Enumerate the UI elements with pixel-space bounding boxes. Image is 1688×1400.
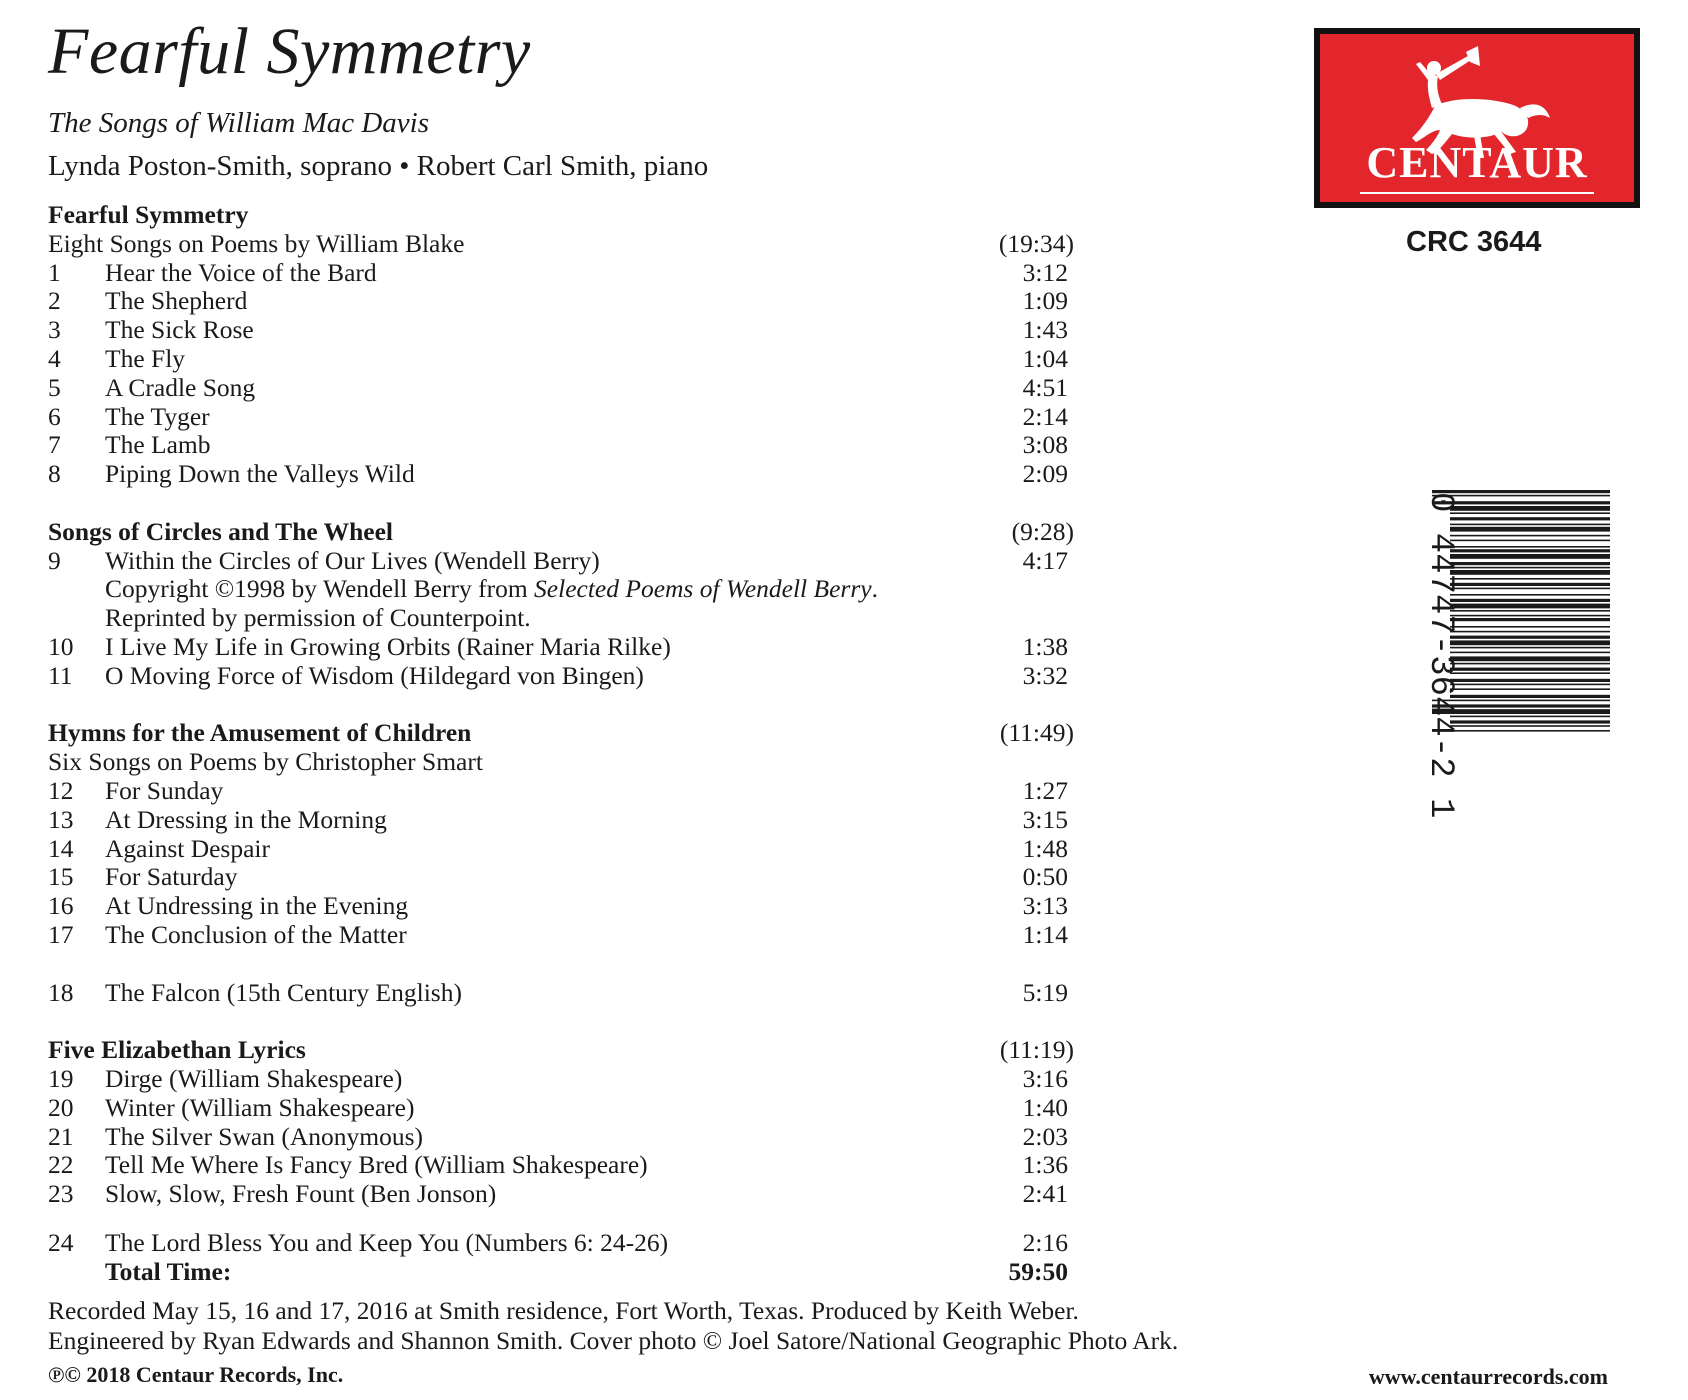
track-time: 2:41 [1022,1179,1068,1209]
track-row [48,835,1108,864]
barcode-bar [1450,506,1610,511]
track-number: 19 [48,1063,74,1093]
copyright-note [48,575,1108,604]
track-row [48,892,1108,921]
section-header [48,201,1108,230]
section-subtitle: Eight Songs on Poems by William Blake [48,228,465,258]
album-title: Fearful Symmetry [48,15,531,88]
barcode-bar [1450,652,1610,654]
track-number: 10 [48,631,74,661]
barcode-bar [1450,610,1610,612]
logo-wordmark: CENTAUR [1366,138,1588,187]
track-row [48,1123,1108,1152]
section-duration: (11:19) [999,1035,1074,1065]
track-number: 16 [48,891,74,921]
track-row [48,460,1108,489]
track-row [48,979,1108,1008]
barcode-bar [1450,684,1610,686]
track-number: 24 [48,1227,74,1257]
section-subtitle: Six Songs on Poems by Christopher Smart [48,747,483,777]
section-title: Hymns for the Amusement of Children [48,718,472,748]
permission-note [48,604,1108,633]
track-time: 1:38 [1022,631,1068,661]
barcode-bar [1450,672,1610,674]
track-time: 2:16 [1022,1227,1068,1257]
track-time: 1:43 [1022,315,1068,345]
barcode-bar [1450,578,1610,580]
track-row [48,921,1108,950]
section-duration: (9:28) [1011,516,1074,546]
barcode-bar [1450,615,1610,617]
track-title: The Falcon (15th Century English) [105,977,462,1007]
track-time: 4:51 [1022,372,1068,402]
track-time: 3:08 [1022,430,1068,460]
track-row [48,547,1108,576]
credits-line: Recorded May 15, 16 and 17, 2016 at Smith residence, Fort Worth, Texas. Produced by Keith Weber. [48,1296,1079,1325]
barcode-bar [1450,647,1610,649]
track-row [48,806,1108,835]
track-title: The Tyger [105,401,210,431]
section-title: Songs of Circles and The Wheel [48,516,394,546]
barcode-bar [1450,594,1610,596]
section-title: Five Elizabethan Lyrics [48,1035,306,1065]
track-row [48,431,1108,460]
track-title: Hear the Voice of the Bard [105,257,377,287]
track-number: 7 [48,430,61,460]
track-number: 20 [48,1092,74,1122]
track-title: I Live My Life in Growing Orbits (Rainer Maria Rilke) [105,631,671,661]
section-subheader [48,230,1108,259]
track-number: 5 [48,372,61,402]
barcode-bar [1450,517,1610,520]
barcode-bar [1450,631,1610,633]
track-number: 17 [48,919,74,949]
album-subtitle: The Songs of William Mac Davis [48,107,430,139]
track-row [48,287,1108,316]
permission-note-text: Reprinted by permission of Counterpoint. [105,603,531,633]
credits-line: Engineered by Ryan Edwards and Shannon Smith. Cover photo © Joel Satore/National Geographic Photo Ark. [48,1325,1179,1355]
centaur-logo [1314,28,1640,208]
track-row [48,777,1108,806]
track-number: 13 [48,804,74,834]
track-time: 1:14 [1022,919,1068,949]
barcode-bar [1450,599,1610,602]
track-title: O Moving Force of Wisdom (Hildegard von Bingen) [105,660,644,690]
barcode-bar [1450,626,1610,628]
barcode-bar [1450,524,1610,526]
track-number: 15 [48,862,74,892]
track-row [48,863,1108,892]
copyright-note-text: Copyright ©1998 by Wendell Berry from [105,574,535,604]
total-time-row [48,1258,1108,1287]
track-row [48,662,1108,691]
track-title: The Lord Bless You and Keep You (Numbers 6: 24-26) [105,1227,669,1257]
track-row [48,633,1108,662]
track-number: 12 [48,775,74,805]
track-time: 1:04 [1022,343,1068,373]
track-row [48,345,1108,374]
track-row [48,1180,1108,1209]
track-row [48,403,1108,432]
track-title: The Fly [105,343,186,373]
barcode-bar [1450,656,1610,661]
barcode-bar [1450,562,1610,565]
barcode-digits: 0 44747-3644-2 1 [1421,492,1459,819]
track-title: The Conclusion of the Matter [105,919,407,949]
track-title: The Lamb [105,430,211,460]
section-duration: (19:34) [998,228,1074,258]
website-url: www.centaurrecords.com [1368,1364,1608,1389]
barcode-bar [1450,570,1610,575]
barcode-bar [1450,618,1610,621]
track-time: 1:36 [1022,1150,1068,1180]
track-number: 3 [48,315,61,345]
section-title: Fearful Symmetry [48,200,249,229]
copyright-note-end: . [871,574,878,604]
book-title: Selected Poems of Wendell Berry [534,574,872,604]
track-number: 23 [48,1179,74,1209]
recording-credits [48,1296,1178,1355]
barcode-bar [1450,636,1610,639]
track-title: Against Despair [105,833,271,863]
barcode-bar [1450,725,1610,727]
track-number: 4 [48,343,61,373]
barcode-bar [1450,679,1610,682]
barcode-bar [1450,668,1610,671]
track-number: 22 [48,1150,74,1180]
barcode-bar [1450,640,1610,645]
track-row [48,1094,1108,1123]
track-time: 3:12 [1022,257,1068,287]
track-time: 4:17 [1022,545,1068,575]
track-row [48,259,1108,288]
track-time: 1:27 [1022,775,1068,805]
total-time-label: Total Time: [105,1256,232,1286]
track-time: 3:16 [1022,1063,1068,1093]
track-time: 1:48 [1022,833,1068,863]
barcode-bar [1450,716,1610,718]
track-time: 3:15 [1022,804,1068,834]
total-time-value: 59:50 [1008,1256,1068,1286]
track-list [48,201,1108,1286]
barcode-bar [1450,604,1610,609]
catalog-number: CRC 3644 [1406,226,1542,258]
track-title: The Shepherd [105,286,248,316]
barcode-bar [1450,546,1610,548]
track-number: 2 [48,286,61,316]
track-title: For Sunday [105,775,224,805]
track-title: Within the Circles of Our Lives (Wendell Berry) [105,545,600,575]
barcode-bar [1450,554,1610,559]
barcode-bar [1450,663,1610,665]
track-title: Slow, Slow, Fresh Fount (Ben Jonson) [105,1179,497,1209]
barcode-bar [1450,535,1610,537]
barcode-bar [1450,540,1610,542]
track-number: 18 [48,977,74,1007]
track-number: 9 [48,545,61,575]
barcode [1420,490,1620,930]
performers: Lynda Poston-Smith, soprano • Robert Carl Smith, piano [48,150,709,182]
track-title: A Cradle Song [105,372,256,402]
track-title: Piping Down the Valleys Wild [105,459,415,489]
track-row [48,316,1108,345]
section-header [48,518,1108,547]
barcode-bar [1450,583,1610,586]
track-number: 6 [48,401,61,431]
track-title: The Silver Swan (Anonymous) [105,1121,424,1151]
section-header [48,1036,1108,1065]
copyright-notice: ℗© 2018 Centaur Records, Inc. [48,1362,344,1387]
track-title: Dirge (William Shakespeare) [105,1063,403,1093]
barcode-bar [1450,567,1610,569]
track-number: 14 [48,833,74,863]
track-time: 5:19 [1022,977,1068,1007]
barcode-bar [1450,549,1610,552]
track-time: 2:09 [1022,459,1068,489]
section-duration: (11:49) [999,718,1074,748]
track-title: The Sick Rose [105,315,254,345]
track-number: 8 [48,459,61,489]
track-number: 1 [48,257,61,287]
track-number: 21 [48,1121,74,1151]
track-title: At Undressing in the Evening [105,891,409,921]
track-title: Winter (William Shakespeare) [105,1092,415,1122]
track-title: Tell Me Where Is Fancy Bred (William Shakespeare) [105,1150,648,1180]
track-time: 1:09 [1022,286,1068,316]
barcode-bar [1450,730,1610,732]
barcode-bar [1450,695,1610,698]
track-time: 2:14 [1022,401,1068,431]
track-time: 3:32 [1022,660,1068,690]
track-time: 2:03 [1022,1121,1068,1151]
track-row [48,1151,1108,1180]
barcode-bar [1450,588,1610,590]
track-row [48,1065,1108,1094]
track-number: 11 [48,660,73,690]
track-title: For Saturday [105,862,238,892]
section-subheader [48,748,1108,777]
track-title: At Dressing in the Morning [105,804,387,834]
section-header [48,719,1108,748]
track-row [48,374,1108,403]
barcode-bar [1450,512,1610,514]
barcode-bar [1450,720,1610,723]
logo-panel [1320,34,1634,202]
track-time: 3:13 [1022,891,1068,921]
barcode-bar [1450,688,1610,690]
track-row [48,1229,1108,1258]
track-time: 1:40 [1022,1092,1068,1122]
barcode-bar [1450,527,1610,532]
track-time: 0:50 [1022,862,1068,892]
